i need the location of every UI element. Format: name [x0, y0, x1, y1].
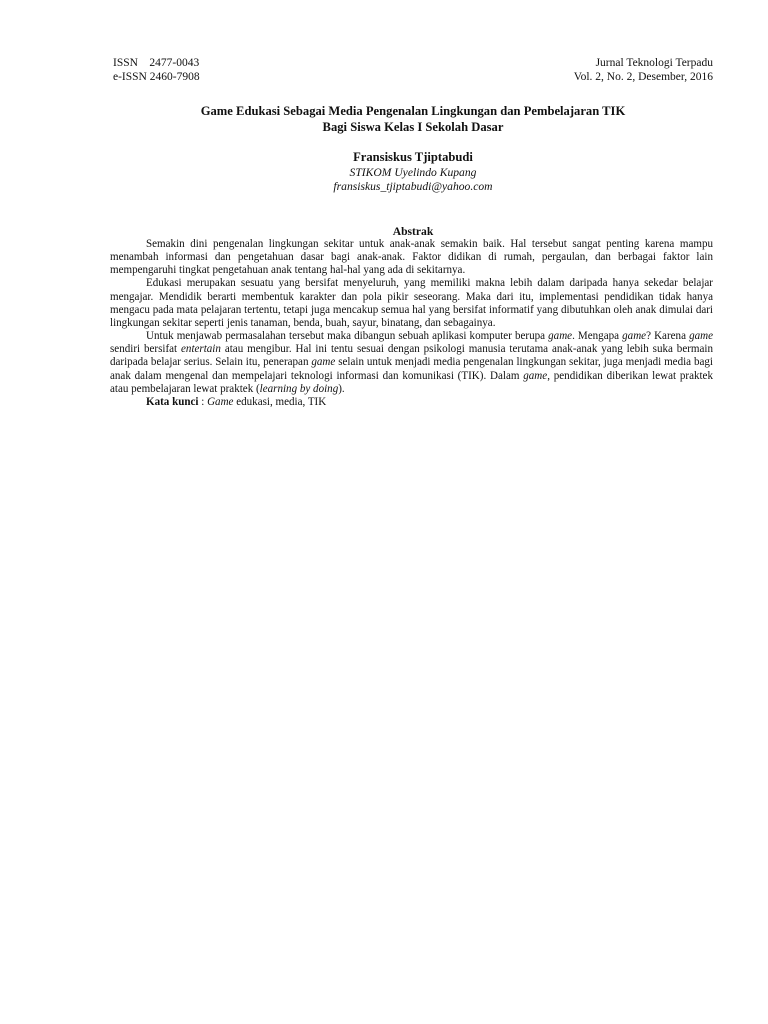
abstract-p3-seg: . Mengapa	[572, 330, 623, 343]
author-affiliation	[110, 166, 716, 193]
abstract-heading: Abstrak	[392, 225, 434, 238]
abstract-p3-seg-italic: learning by doing	[259, 382, 339, 395]
journal-volume: Vol. 2, No. 2, Desember, 2016	[573, 70, 713, 83]
abstract-p3-seg-italic: entertain	[181, 343, 221, 356]
abstract-p3-seg: selain untuk menjadi media pengenalan lingkungan sekitar, juga menjadi media bagi anak dalam mengenal dan mempelajari teknologi informasi dan komunikasi (TIK). Dalam	[110, 356, 713, 382]
issn-block	[113, 57, 200, 84]
keywords-rest: edukasi, media, TIK	[233, 395, 327, 408]
keywords-separator: :	[198, 395, 208, 408]
abstract-p3-seg: sendiri bersifat	[110, 343, 182, 356]
abstract-p3-seg: , pendidikan diberikan lewat praktek atau pembelajaran lewat praktek (	[110, 369, 713, 395]
abstract-p3-seg: Untuk menjawab permasalahan tersebut maka dibangun sebuah aplikasi komputer berupa	[146, 330, 549, 343]
paper-title-line-1: Game Edukasi Sebagai Media Pengenalan Lingkungan dan Pembelajaran TIK	[200, 104, 626, 118]
paper-title	[110, 104, 716, 135]
keywords-line	[110, 396, 713, 409]
journal-info-block	[574, 57, 713, 84]
abstract-p3-seg-italic: game	[548, 330, 573, 343]
abstract-paragraph-2: Edukasi merupakan sesuatu yang bersifat menyeluruh, yang memiliki makna lebih dalam daripada hanya sekedar belajar mengajar. Mendidik berarti membentuk karakter dan pola pikir seseorang. Maka dari itu, implementasi pendidikan tidak hanya mengacu pada mata pelajaran tertentu, tetapi juga mencakup semua hal yang bersifat informatif yang dibutuhkan oleh anak dimulai dari lingkungan sekitar seperti jenis tanaman, benda, buah, sayur, binatang, dan sebagainya.	[110, 277, 713, 329]
author-institution: STIKOM Uyelindo Kupang	[349, 166, 477, 179]
abstract-p3-seg: atau mengibur. Hal ini tentu sesuai dengan psikologi manusia terutama anak-anak yang lebih suka bermain daripada belajar serius. Selain itu, penerapan	[110, 343, 713, 369]
abstract-p3-seg: ? Karena	[646, 330, 690, 343]
author-name: Fransiskus Tjiptabudi	[353, 150, 473, 164]
abstract-p3-seg-italic: game	[311, 356, 336, 369]
keywords-label: Kata kunci	[146, 395, 199, 408]
author-email: fransiskus_tjiptabudi@yahoo.com	[333, 179, 493, 193]
abstract-p3-seg-italic: game	[622, 330, 647, 343]
journal-name: Jurnal Teknologi Terpadu	[595, 57, 713, 69]
abstract-body	[110, 238, 713, 409]
eissn-text: e-ISSN 2460-7908	[113, 70, 200, 83]
abstract-paragraph-1: Semakin dini pengenalan lingkungan sekitar untuk anak-anak semakin baik. Hal tersebut sangat penting karena mampu menambah informasi dan pengetahuan dasar bagi anak-anak. Faktor didikan di rumah, pergaulan, dan berbagai faktor lain mempengaruhi tingkat pengetahuan anak tentang hal-hal yang ada di sekitarnya.	[110, 238, 713, 277]
keywords-game: Game	[207, 395, 234, 408]
abstract-p3-seg: ).	[338, 382, 345, 395]
paper-title-line-2: Bagi Siswa Kelas I Sekolah Dasar	[322, 119, 504, 134]
issn-text: ISSN 2477-0043	[113, 57, 200, 69]
abstract-p3-seg-italic: game	[523, 369, 548, 382]
abstract-p3-seg-italic: game	[689, 330, 713, 343]
abstract-paragraph-3	[110, 330, 713, 396]
